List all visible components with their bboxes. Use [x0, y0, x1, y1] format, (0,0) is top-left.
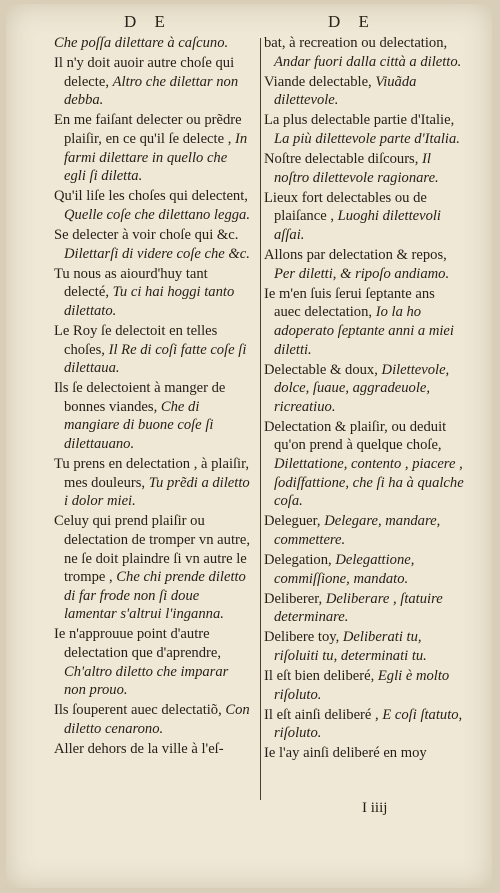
signature-mark: I iiij [362, 800, 388, 816]
running-head-left: D E [124, 12, 172, 31]
dictionary-entry: Le Roy ſe delectoit en telles choſes, Il Re di coſi fatte coſe ſi dilettaua. [54, 322, 247, 377]
dictionary-entry: Delectation & plaiſir, ou deduit qu'on prend à quelque choſe, Dilettatione, contento , piacere , ſodiſfattione, che ſi ha à qualche coſa. [264, 418, 464, 510]
dictionary-entry: Tu nous as aiourd'huy tant delecté, Tu ci hai hoggi tanto dilettato. [54, 265, 235, 319]
dictionary-entry: Il eſt ainſi deliberé , E coſi ſtatuto, riſoluto. [264, 706, 463, 742]
dictionary-entry: Ie n'approuue point d'autre delectation que d'aprendre, Ch'altro diletto che imparar non prouo. [54, 626, 229, 699]
dictionary-entry: Deliberer, Deliberare , ſtatuire determinare. [264, 590, 443, 626]
dictionary-entry: bat, à recreation ou delectation, Andar fuori dalla città a diletto. [264, 35, 462, 70]
dictionary-entry: Delegation, Delegattione, commiſſione, mandato. [264, 552, 415, 587]
column-divider [260, 38, 261, 800]
dictionary-entry: Viande delectable, Viuãda dilettevole. [264, 73, 417, 109]
dictionary-entry: Allons par delectation & repos, Per diletti, & ripoſo andiamo. [264, 247, 450, 282]
running-head-right: D E [328, 12, 376, 31]
dictionary-entry: Che poſſa dilettare à caſcuno. [54, 35, 229, 51]
dictionary-entry: La plus delectable partie d'Italie, La più dilettevole parte d'Italia. [264, 112, 460, 147]
dictionary-entry: Ie m'en ſuis ſerui ſeptante ans auec delectation, Io la ho adoperato ſeptante anni a miei diletti. [264, 285, 454, 358]
dictionary-entry: Aller dehors de la ville à l'eſ- [54, 740, 224, 757]
dictionary-entry: Il eſt bien deliberé, Egli è molto riſoluto. [264, 668, 450, 703]
dictionary-entry: Noſtre delectable diſcours, Il noſtro dilettevole ragionare. [264, 151, 439, 186]
dictionary-entry: Qu'il liſe les choſes qui delectent, Quelle coſe che dilettano legga. [54, 188, 251, 223]
book-page [6, 4, 492, 888]
dictionary-entry: Celuy qui prend plaiſir ou delectation de tromper vn autre, ne ſe doit plaindre ſi vn autre le trompe , Che chi prende diletto di far frode non ſi doue lamentar s'altrui l'inganna. [54, 513, 250, 623]
dictionary-entry: Ils ſe delectoient à manger de bonnes viandes, Che di mangiare di buone coſe ſi dilettauano. [54, 380, 226, 452]
dictionary-entry: Lieux fort delectables ou de plaiſance , Luoghi dilettevoli aſſai. [264, 189, 441, 243]
dictionary-entry: Il n'y doit auoir autre choſe qui delecte, Altro che dilettar non debba. [54, 55, 239, 109]
dictionary-entry: Tu prens en delectation , à plaiſir, mes douleurs, Tu prẽdi a diletto i dolor miei. [54, 456, 250, 510]
dictionary-entry: Delibere toy, Deliberati tu, riſoluiti tu, determinati tu. [264, 629, 427, 664]
dictionary-entry: Delectable & doux, Dilettevole, dolce, ſuaue, aggradeuole, ricreatiuo. [264, 361, 450, 415]
left-column [54, 34, 250, 760]
right-column [264, 34, 464, 765]
dictionary-entry: Deleguer, Delegare, mandare, commettere. [264, 513, 441, 548]
dictionary-entry: Ie l'ay ainſi deliberé en moy [264, 745, 427, 762]
dictionary-entry: En me faiſant delecter ou prẽdre plaiſir, en ce qu'il ſe delecte , In farmi dilettare in quello che egli ſi diletta. [54, 112, 248, 185]
dictionary-entry: Se delecter à voir choſe qui &c. Dilettarſi di videre coſe che &c. [54, 226, 250, 262]
dictionary-entry: Ils ſouperent auec delectatiõ, Con diletto cenarono. [54, 702, 250, 737]
